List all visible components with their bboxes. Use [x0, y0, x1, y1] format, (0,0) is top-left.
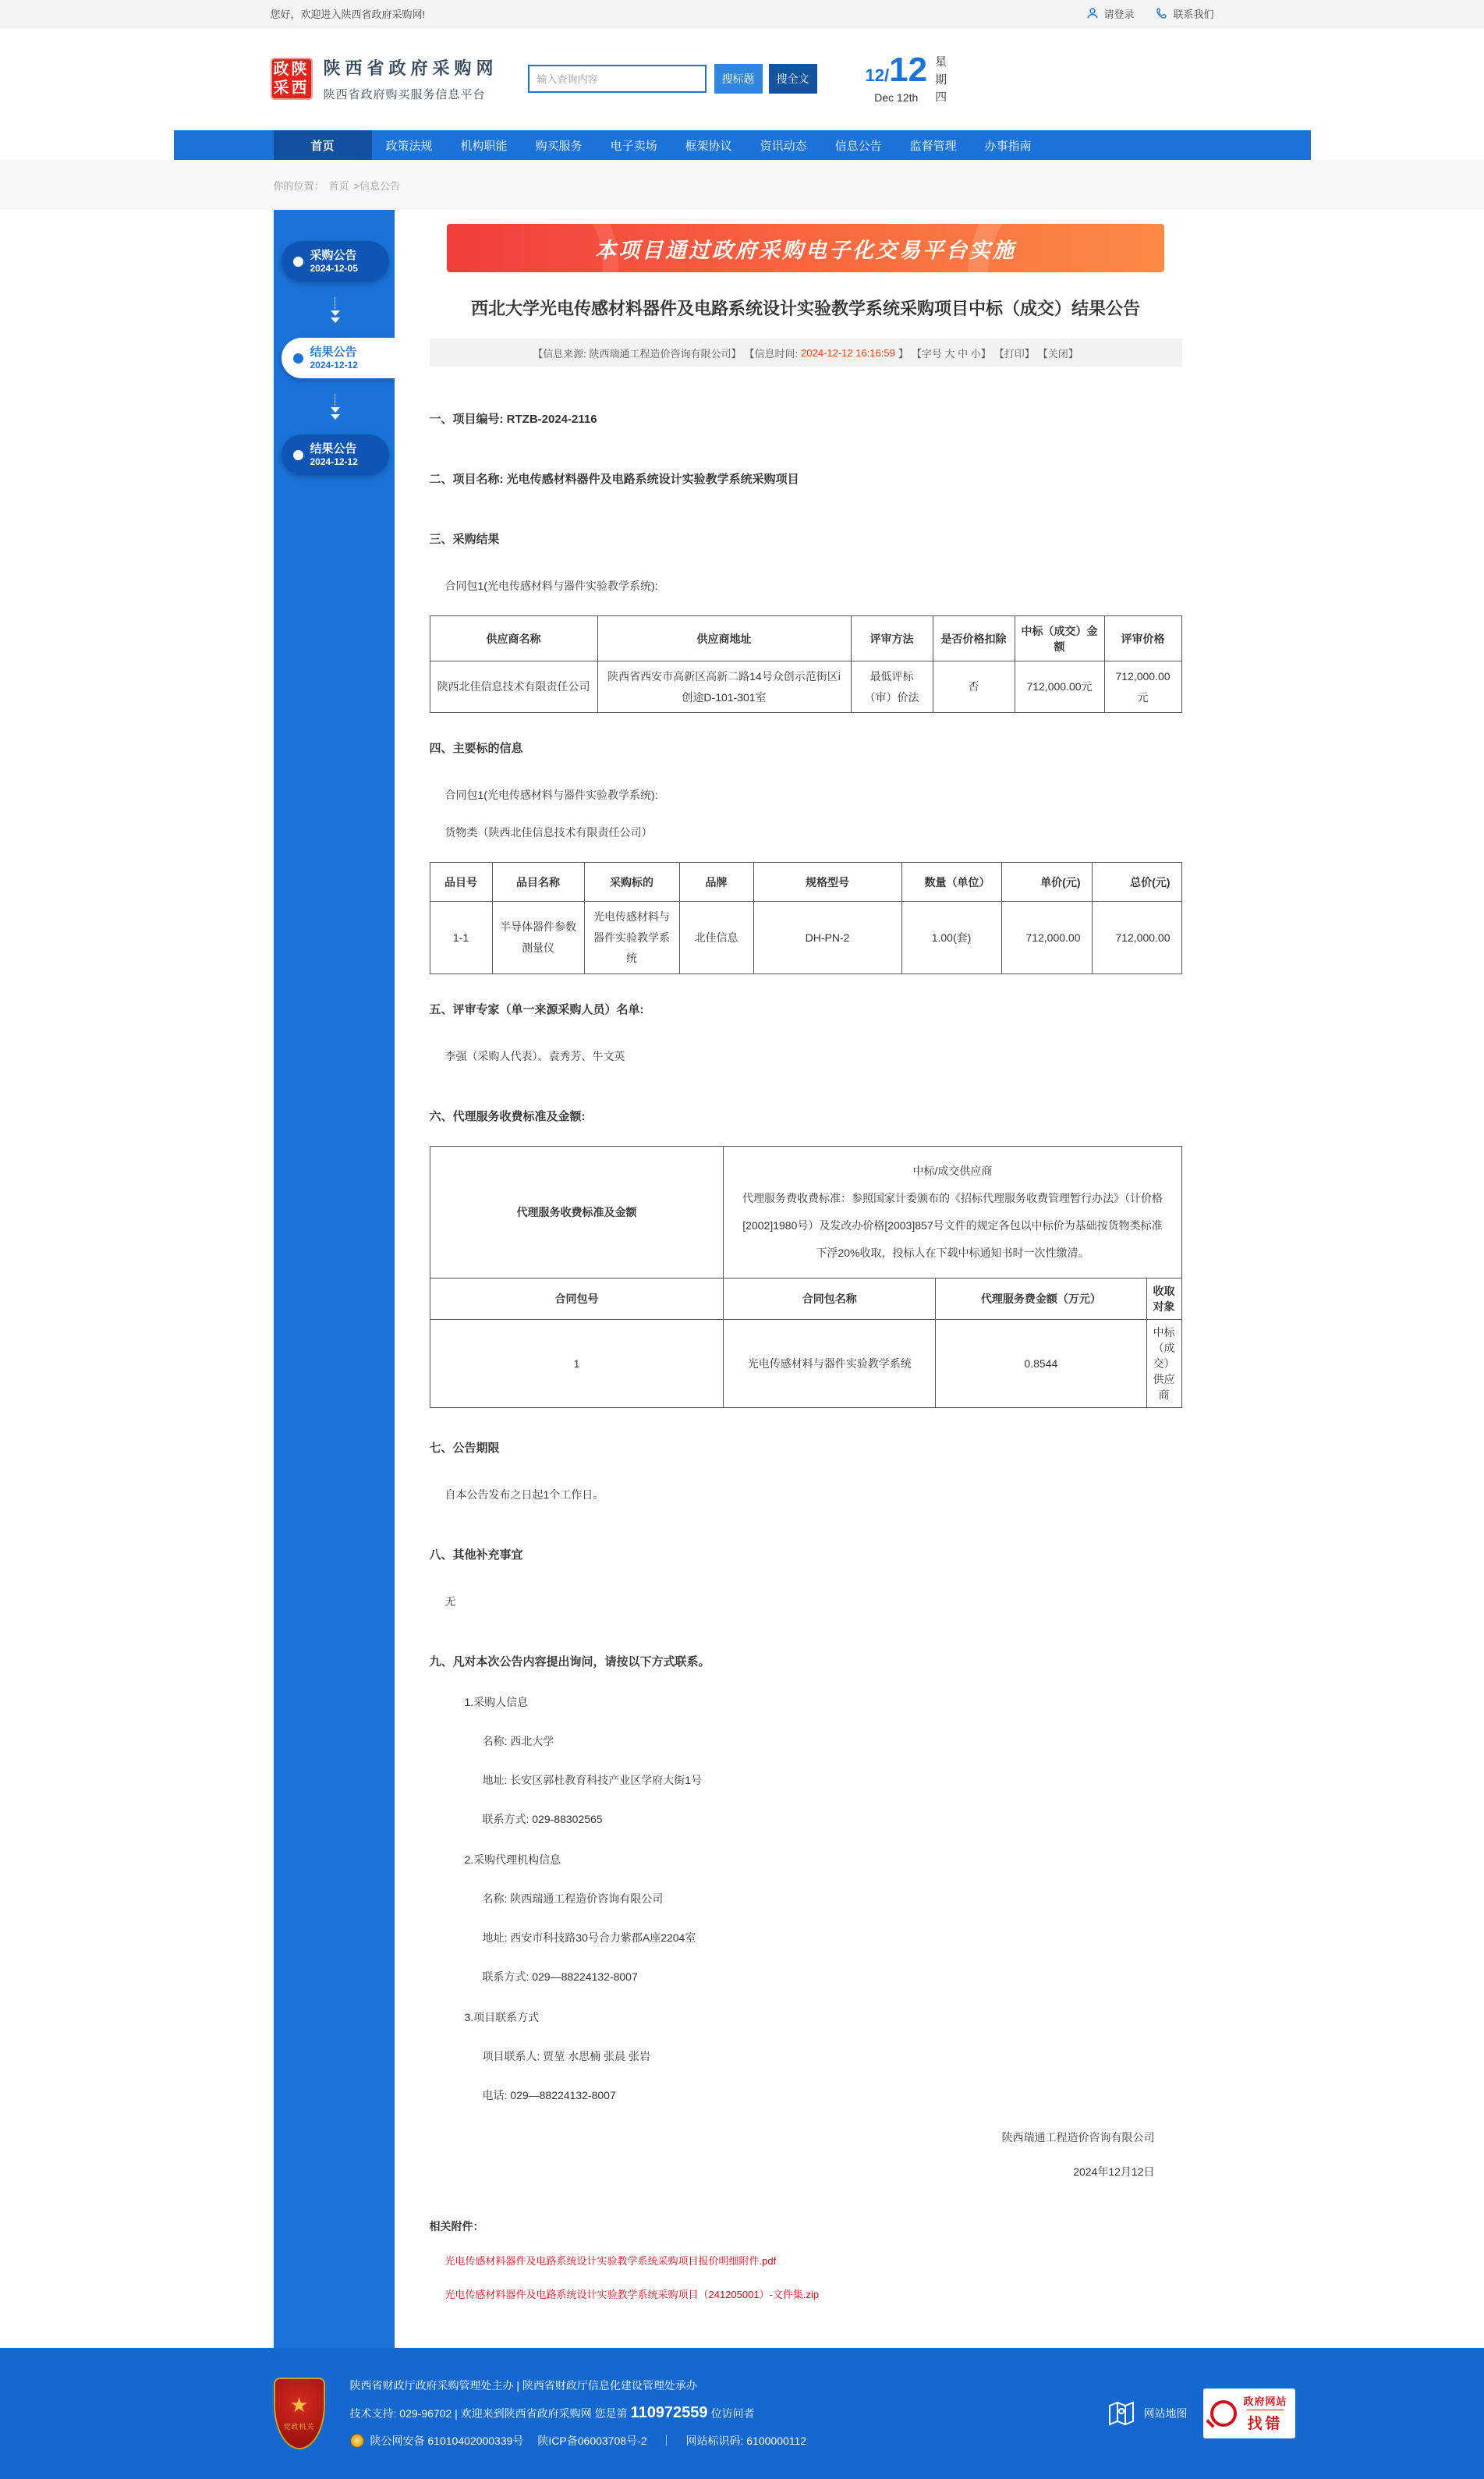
step-date: 2024-12-12 [310, 360, 358, 371]
col-header: 评审方法 [851, 616, 933, 661]
agency-fee-standard-cell [724, 1146, 1181, 1278]
project-contact-title: 3.项目联系方式 [464, 2010, 540, 2023]
visitor-count: 110972559 [630, 2404, 708, 2422]
agency-fee-title: 中标/成交供应商 [912, 1164, 993, 1177]
nav-item-framework[interactable]: 框架协议 [685, 139, 732, 153]
step-dot [293, 257, 303, 267]
brand-cell: 北佳信息 [679, 902, 753, 974]
breadcrumb-home-link[interactable]: 首页 [328, 179, 349, 192]
nav-item-announcements[interactable]: 信息公告 [834, 139, 882, 153]
nav-item-guide[interactable]: 办事指南 [984, 139, 1032, 153]
contract-package-note: 合同包1(光电传感材料与器件实验教学系统): [444, 580, 658, 592]
date-weekday: 星期四 [935, 55, 947, 105]
emblem-label: 党政机关 [283, 2423, 315, 2431]
date-widget [866, 51, 950, 107]
date-english: Dec 12th [874, 91, 919, 105]
nav-item-policies[interactable]: 政策法规 [385, 139, 433, 153]
timeline-step-result-notice[interactable] [282, 434, 389, 475]
section-main-subject: 四、主要标的信息 [429, 742, 523, 756]
col-header: 总价(元) [1092, 863, 1181, 902]
agency-address: 地址: 西安市科技路30号合力紫郡A座2204室 [482, 1931, 696, 1944]
award-amount-cell: 712,000.00元 [1015, 661, 1104, 713]
step-dot [293, 450, 303, 460]
search-input[interactable] [528, 65, 707, 93]
col-header: 品牌 [679, 863, 753, 902]
breadcrumb [174, 160, 1311, 210]
contract-package-note: 合同包1(光电传感材料与器件实验教学系统): [444, 789, 658, 802]
close-button[interactable]: 【关闭】 [1037, 347, 1078, 360]
footer-support: 技术支持: 029-96702 | 欢迎来到陕西省政府采购网 您是第 [349, 2406, 628, 2420]
project-contacts: 项目联系人: 贾堃 水思楠 张晨 张岩 [482, 2049, 650, 2062]
fee-amount-cell: 0.8544 [936, 1319, 1146, 1407]
col-header: 采购标的 [584, 863, 679, 902]
package-number-cell: 1 [430, 1319, 724, 1407]
signature-block [430, 2130, 1155, 2179]
unit-price-cell: 712,000.00 [1001, 902, 1092, 974]
badge-gov-site-label: 政府网站 [1243, 2396, 1287, 2408]
font-size-controls[interactable]: 【字号 大 中 小】 [911, 347, 991, 360]
goods-category-note: 货物类（陕西北佳信息技术有限责任公司） [444, 826, 653, 839]
date-month: 12/ [865, 66, 890, 86]
signature-date: 2024年12月12日 [1073, 2165, 1155, 2178]
main-nav [174, 130, 1311, 160]
badge-find-error-label: 找错 [1247, 2410, 1283, 2433]
footer-separator: ｜ [661, 2435, 672, 2448]
magnifier-icon [1210, 2400, 1237, 2427]
logo-row-2: 采西 [273, 80, 310, 97]
table-row [430, 902, 1181, 974]
supplier-table [430, 615, 1182, 713]
step-title: 采购公告 [310, 248, 357, 262]
section-experts: 五、评审专家（单一来源采购人员）名单: [429, 1002, 644, 1016]
section-procurement-result: 三、采购结果 [429, 533, 500, 546]
breadcrumb-prefix: 你的位置： [273, 179, 324, 192]
icp-filing[interactable]: 陕ICP备06003708号-2 [537, 2435, 647, 2448]
col-header: 数量（单位） [901, 863, 1001, 902]
table-row [430, 661, 1181, 713]
phone-icon [1156, 7, 1168, 20]
breadcrumb-current: >信息公告 [353, 179, 401, 192]
model-cell: DH-PN-2 [753, 902, 901, 974]
signature-company: 陕西瑞通工程造价咨询有限公司 [1001, 2130, 1155, 2144]
login-label: 请登录 [1103, 8, 1135, 20]
step-date: 2024-12-05 [310, 263, 358, 275]
section-notice-period: 七、公告期限 [429, 1441, 500, 1455]
step-date: 2024-12-12 [310, 456, 358, 468]
agency-name: 名称: 陕西瑞通工程造价咨询有限公司 [482, 1892, 664, 1905]
other-matters-body: 无 [444, 1594, 456, 1608]
col-header: 合同包名称 [724, 1278, 936, 1319]
logo-row-1: 政陕 [273, 61, 310, 78]
breadcrumb-band [0, 160, 1484, 210]
step-title: 结果公告 [310, 442, 357, 456]
date-day: 12 [889, 51, 928, 90]
experts-list: 李强（采购人代表）、袁秀芳、牛文英 [444, 1049, 625, 1062]
timeline-arrow-icon [282, 282, 389, 338]
meta-source: 【信息来源: 陕西瑞通工程造价咨询有限公司】 [533, 347, 742, 360]
nav-item-e-mall[interactable]: 电子卖场 [610, 139, 657, 153]
welcome-text: 您好，欢迎进入陕西省政府采购网! [270, 8, 426, 20]
meta-time-value: 2024-12-12 16:16:59 [801, 346, 895, 359]
nav-item-purchase-services[interactable]: 购买服务 [535, 139, 583, 153]
col-header: 单价(元) [1001, 863, 1092, 902]
site-logo[interactable] [271, 58, 313, 100]
map-icon [1107, 2399, 1136, 2428]
contact-label: 联系我们 [1173, 8, 1214, 20]
total-price-cell: 712,000.00 [1092, 902, 1181, 974]
purchaser-address: 地址: 长安区郭杜教育科技产业区学府大街1号 [482, 1773, 703, 1786]
article-area [395, 210, 1311, 2348]
banner-text: 本项目通过政府采购电子化交易平台实施 [595, 238, 1016, 262]
meta-time-suffix: 】 [898, 347, 908, 360]
attachments-label: 相关附件： [429, 2219, 484, 2233]
footer-organizer: 陕西省财政厅政府采购管理处主办 | 陕西省财政厅信息化建设管理处承办 [349, 2379, 697, 2392]
quantity-cell: 1.00(套) [901, 902, 1001, 974]
page-footer [0, 2348, 1484, 2479]
agency-fee-table [430, 1146, 1182, 1408]
col-header: 中标（成交）金额 [1015, 616, 1104, 661]
col-header: 品目名称 [492, 863, 584, 902]
user-icon [1086, 7, 1099, 20]
project-phone: 电话: 029—88224132-8007 [482, 2088, 616, 2101]
article-meta-bar [430, 339, 1182, 367]
footer-visitor-suffix: 位访问者 [710, 2406, 755, 2420]
platform-banner [447, 224, 1164, 272]
purchaser-phone: 联系方式: 029-88302565 [482, 1812, 603, 1825]
agency-info-title: 2.采购代理机构信息 [464, 1853, 561, 1866]
timeline-arrow-icon [282, 378, 389, 434]
nav-item-supervision[interactable]: 监督管理 [909, 139, 957, 153]
supplier-address-cell: 陕西省西安市高新区高新二路14号众创示范街区i创途D-101-301室 [597, 661, 851, 713]
public-security-badge-icon [350, 2434, 364, 2448]
section-project-number: 一、项目编号: RTZB-2024-2116 [429, 413, 597, 426]
top-utility-bar [0, 0, 1484, 27]
evaluation-method-cell: 最低评标（审）价法 [851, 661, 933, 713]
sitemap-link[interactable] [1107, 2399, 1188, 2428]
col-header: 代理服务费金额（万元） [936, 1278, 1146, 1319]
search-title-button[interactable]: 搜标题 [714, 64, 763, 94]
review-price-cell: 712,000.00元 [1104, 661, 1181, 713]
item-number-cell: 1-1 [430, 902, 492, 974]
procurement-subject-cell: 光电传感材料与器件实验教学系统 [584, 902, 679, 974]
section-other-matters: 八、其他补充事宜 [429, 1548, 523, 1562]
step-title: 结果公告 [310, 345, 357, 359]
attachment-link-zip[interactable]: 光电传感材料器件及电路系统设计实验教学系统采购项目（241205001）-文件集.zip [444, 2288, 820, 2300]
content-card [274, 210, 1311, 2348]
fee-payer-cell: 中标（成交）供应商 [1146, 1319, 1181, 1407]
col-header: 规格型号 [753, 863, 901, 902]
col-header: 供应商名称 [430, 616, 597, 661]
table-row [430, 1319, 1181, 1407]
supplier-name-cell: 陕西北佳信息技术有限责任公司 [430, 661, 597, 713]
timeline-step-procurement-notice[interactable] [282, 241, 389, 282]
agency-phone: 联系方式: 029—88224132-8007 [482, 1970, 638, 1983]
col-header: 收取对象 [1146, 1278, 1181, 1319]
security-filing[interactable]: 陕公网安备 61010402000339号 [370, 2435, 524, 2448]
timeline-step-result-notice-active[interactable] [282, 338, 395, 378]
site-subtitle: 陕西省政府购买服务信息平台 [323, 88, 486, 101]
purchaser-name: 名称: 西北大学 [482, 1734, 554, 1747]
col-header: 供应商地址 [597, 616, 851, 661]
login-link[interactable] [1086, 6, 1134, 21]
section-project-name: 二、项目名称: 光电传感材料器件及电路系统设计实验教学系统采购项目 [429, 473, 799, 486]
section-inquiries: 九、凡对本次公告内容提出询问，请按以下方式联系。 [429, 1654, 710, 1669]
search-fulltext-button[interactable]: 搜全文 [769, 64, 817, 94]
meta-time-prefix: 【信息时间: [744, 347, 799, 360]
site-identifier-code: 网站标识码: 6100000112 [685, 2435, 807, 2448]
item-name-cell: 半导体器件参数测量仪 [492, 902, 584, 974]
notice-period-body: 自本公告发布之日起1个工作日。 [444, 1488, 604, 1501]
site-title: 陕西省政府采购网 [323, 59, 498, 78]
col-header: 是否价格扣除 [933, 616, 1015, 661]
step-dot [293, 353, 303, 364]
agency-fee-label-cell: 代理服务收费标准及金额 [430, 1146, 724, 1278]
package-name-cell: 光电传感材料与器件实验教学系统 [724, 1319, 936, 1407]
items-table [430, 862, 1182, 974]
nav-item-functions[interactable]: 机构职能 [460, 139, 508, 153]
purchaser-info-title: 1.采购人信息 [464, 1695, 529, 1708]
col-header: 品目号 [430, 863, 492, 902]
nav-item-home[interactable]: 首页 [274, 130, 372, 160]
sitemap-label: 网站地图 [1143, 2406, 1188, 2420]
party-government-emblem-icon: ★ 党政机关 [274, 2378, 325, 2449]
print-button[interactable]: 【打印】 [993, 347, 1035, 360]
contact-link[interactable] [1156, 6, 1213, 21]
gov-site-error-report-badge[interactable] [1203, 2389, 1295, 2438]
agency-fee-body: 代理服务费收费标准：参照国家计委颁布的《招标代理服务收费管理暂行办法》（计价格[2002]1980号）及发改办价格[2003]857号文件的规定各包以中标价为基础按货物类标准下浮20%收取，投标人在下载中标通知书时一次性缴清。 [742, 1191, 1163, 1259]
announcement-title: 西北大学光电传感材料器件及电路系统设计实验教学系统采购项目中标（成交）结果公告 [470, 299, 1140, 318]
col-header: 评审价格 [1104, 616, 1181, 661]
search-bar [528, 64, 817, 94]
attachment-link-pdf[interactable]: 光电传感材料器件及电路系统设计实验教学系统采购项目报价明细附件.pdf [444, 2254, 777, 2267]
col-header: 合同包号 [430, 1278, 724, 1319]
section-agency-fee: 六、代理服务收费标准及金额: [429, 1109, 586, 1123]
site-header [0, 27, 1484, 130]
nav-item-news[interactable]: 资讯动态 [760, 139, 807, 153]
timeline-sidebar [274, 210, 395, 2348]
price-deduction-cell: 否 [933, 661, 1015, 713]
